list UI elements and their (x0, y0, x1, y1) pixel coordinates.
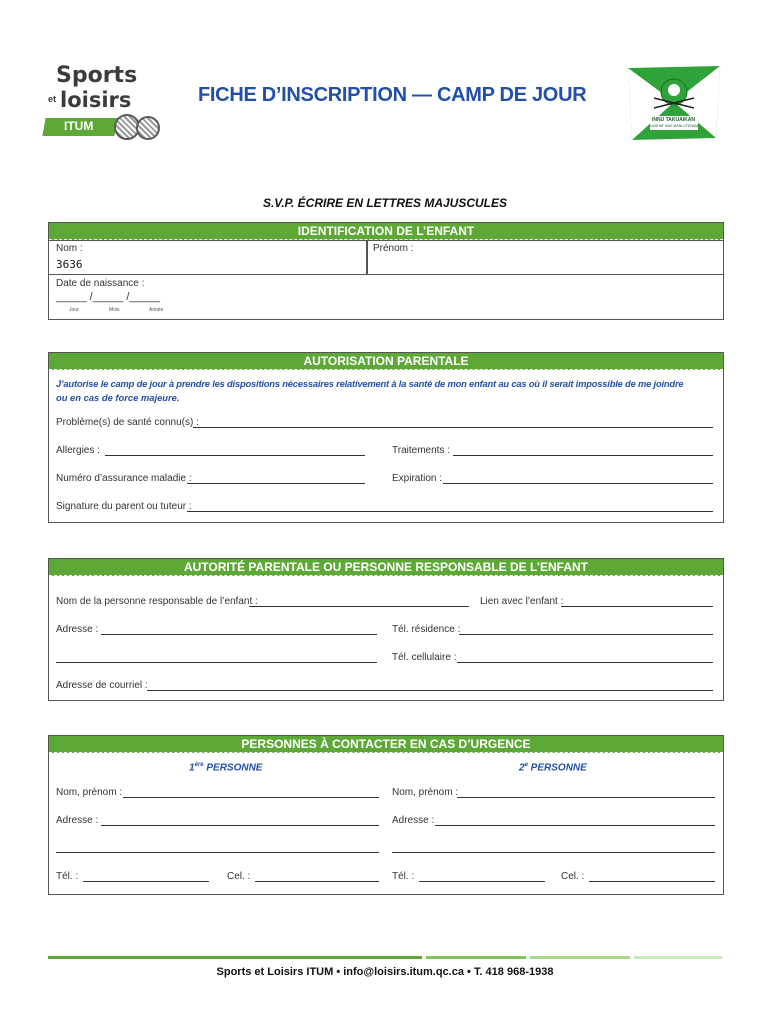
signature-field[interactable] (187, 511, 713, 512)
dob-mois-hint: Mois (109, 307, 120, 313)
identification-heading: IDENTIFICATION DE L’ENFANT (49, 223, 723, 240)
adresse-label: Adresse : (56, 624, 99, 635)
adresse-field[interactable] (101, 634, 377, 635)
probleme-sante-field[interactable] (193, 427, 713, 428)
dob-label: Date de naissance : (56, 278, 145, 289)
autorite-section (48, 558, 724, 701)
p1-tel-label: Tél. : (56, 871, 79, 882)
dob-field[interactable]: _____ /_____ /_____ (56, 291, 160, 303)
tel-cellulaire-label: Tél. cellulaire : (392, 652, 457, 663)
p2-cel-label: Cel. : (561, 871, 585, 882)
logo-itum-text: ITUM (64, 119, 94, 133)
logo-et-text: et (48, 94, 57, 104)
p2-tel-label: Tél. : (392, 871, 415, 882)
responsable-nom-field[interactable] (249, 606, 469, 607)
p1-adresse-label: Adresse : (56, 815, 99, 826)
signature-label: Signature du parent ou tuteur : (56, 501, 192, 512)
dob-annee-hint: Année (149, 307, 164, 313)
prenom-label: Prénom : (373, 243, 414, 254)
prenom-field[interactable] (366, 240, 724, 275)
p2-cel-field[interactable] (589, 881, 715, 882)
p2-adresse-field-2[interactable] (392, 852, 715, 853)
footer-bar-mid (426, 956, 526, 959)
dob-jour-hint: Jour (69, 307, 79, 313)
innu-flag-logo (624, 62, 724, 142)
nom-label: Nom : (56, 243, 83, 254)
nom-value: 3636 (56, 258, 83, 271)
courriel-label: Adresse de courriel : (56, 680, 148, 691)
p2-adresse-label: Adresse : (392, 815, 435, 826)
traitements-label: Traitements : (392, 445, 450, 456)
flag-caption: INNU TAKUAIKAN (652, 117, 695, 123)
p1-cel-field[interactable] (255, 881, 379, 882)
premiere-personne-heading: 1ère PERSONNE (189, 762, 263, 774)
autorisation-heading: AUTORISATION PARENTALE (49, 353, 723, 370)
footer-bar-dark (48, 956, 422, 959)
p1-adresse-field-2[interactable] (56, 852, 379, 853)
p1-nom-label: Nom, prénom : (56, 787, 123, 798)
autorite-heading: AUTORITÉ PARENTALE OU PERSONNE RESPONSABLE DE L’ENFANT (49, 559, 723, 576)
tel-cellulaire-field[interactable] (457, 662, 713, 663)
logo-loisirs-text: loisirs (60, 88, 132, 112)
logo-sports-text: Sports (56, 63, 138, 88)
p2-adresse-field[interactable] (435, 825, 715, 826)
courriel-field[interactable] (147, 690, 713, 691)
tel-residence-field[interactable] (459, 634, 713, 635)
probleme-sante-label: Problème(s) de santé connu(s) : (56, 417, 199, 428)
p2-nom-field[interactable] (457, 797, 715, 798)
p1-cel-label: Cel. : (227, 871, 251, 882)
footer-bar-light (530, 956, 630, 959)
assurance-maladie-label: Numéro d’assurance maladie : (56, 473, 192, 484)
traitements-field[interactable] (453, 455, 713, 456)
p2-tel-field[interactable] (419, 881, 545, 882)
deuxieme-personne-heading: 2e PERSONNE (519, 762, 587, 774)
p1-nom-field[interactable] (123, 797, 379, 798)
autorisation-statement: J’autorise le camp de jour à prendre les dispositions nécessaires relativement à la santé de mon enfant au cas où il serait impossible de me joindre (56, 378, 684, 389)
flag-subcaption: UASHAT MAK MANI-UTENAM (650, 124, 699, 128)
autorisation-statement-2: ou en cas de force majeure. (56, 392, 180, 403)
responsable-nom-label: Nom de la personne responsable de l’enfant : (56, 596, 258, 607)
ball-icon (136, 116, 160, 140)
urgence-section (48, 735, 724, 895)
expiration-field[interactable] (443, 483, 713, 484)
identification-section (48, 222, 724, 320)
sports-loisirs-logo (44, 64, 160, 156)
lien-label: Lien avec l’enfant : (480, 596, 564, 607)
urgence-heading: PERSONNES À CONTACTER EN CAS D’URGENCE (49, 736, 723, 753)
allergies-field[interactable] (105, 455, 365, 456)
tel-residence-label: Tél. résidence : (392, 624, 461, 635)
page-title: FICHE D’INSCRIPTION — CAMP DE JOUR (198, 84, 587, 106)
p1-adresse-field[interactable] (101, 825, 379, 826)
autorisation-section (48, 352, 724, 523)
lien-field[interactable] (561, 606, 713, 607)
adresse-field-2[interactable] (56, 662, 377, 663)
footer-contact: Sports et Loisirs ITUM • info@loisirs.itum.qc.ca • T. 418 968-1938 (216, 966, 554, 978)
flag-icon (624, 62, 724, 142)
footer-bar-lightest (634, 956, 722, 959)
nom-field[interactable] (48, 240, 368, 275)
expiration-label: Expiration : (392, 473, 443, 484)
instruction-text: S.V.P. ÉCRIRE EN LETTRES MAJUSCULES (262, 196, 508, 210)
assurance-maladie-field[interactable] (187, 483, 365, 484)
p1-tel-field[interactable] (83, 881, 209, 882)
p2-nom-label: Nom, prénom : (392, 787, 459, 798)
allergies-label: Allergies : (56, 445, 100, 456)
